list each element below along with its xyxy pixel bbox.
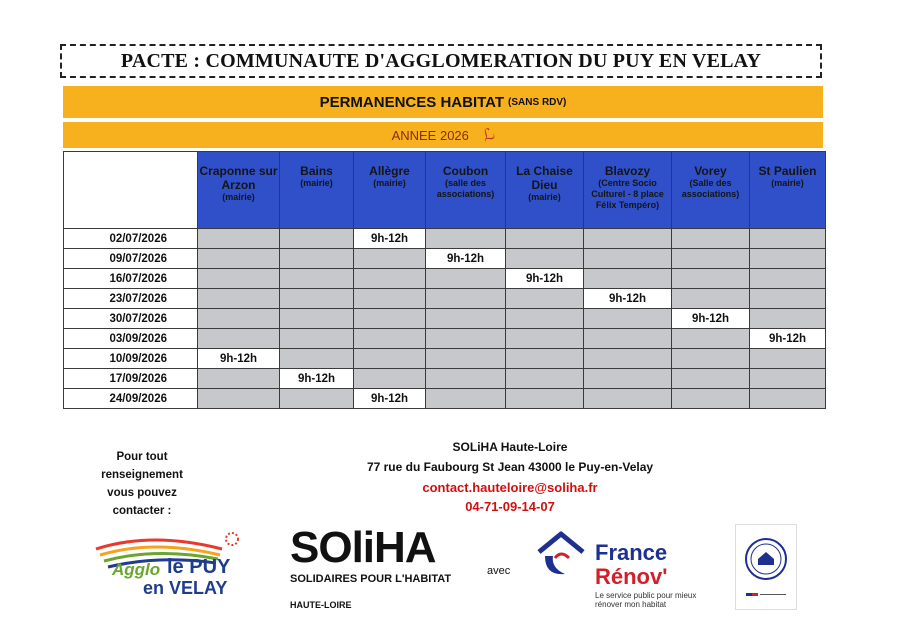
band-year-label: ANNEE 2026 <box>391 127 469 143</box>
empty-slot <box>198 249 280 269</box>
empty-slot <box>354 309 426 329</box>
france-renov-word2: Rénov' <box>595 564 668 589</box>
row-date: 03/09/2026 <box>64 329 198 349</box>
empty-slot <box>584 309 672 329</box>
column-header <box>584 152 672 229</box>
empty-slot <box>672 269 750 289</box>
table-row <box>64 249 826 269</box>
row-date: 17/09/2026 <box>64 369 198 389</box>
band-permanences-sub: (SANS RDV) <box>508 96 567 108</box>
column-header-sub: (mairie) <box>771 178 804 188</box>
empty-slot <box>506 249 584 269</box>
empty-slot <box>426 329 506 349</box>
org-name: SOLiHA Haute-Loire <box>452 440 568 454</box>
empty-slot <box>280 269 354 289</box>
schedule-slot: 9h-12h <box>354 389 426 409</box>
empty-slot <box>280 329 354 349</box>
soliha-logo: SOliHA <box>290 523 436 572</box>
empty-slot <box>198 309 280 329</box>
column-header-name: Allègre <box>369 164 410 178</box>
page-title: PACTE : COMMUNAUTE D'AGGLOMERATION DU PUY EN VELAY <box>120 49 762 72</box>
empty-slot <box>354 349 426 369</box>
contact-prompt-line: vous pouvez <box>107 487 177 499</box>
column-header-sub: (Salle des associations) <box>681 178 740 199</box>
soliha-tagline: SOLIDAIRES POUR L'HABITAT <box>290 573 452 585</box>
empty-slot <box>198 229 280 249</box>
row-date: 02/07/2026 <box>64 229 198 249</box>
empty-slot <box>584 249 672 269</box>
row-date: 24/09/2026 <box>64 389 198 409</box>
schedule-slot: 9h-12h <box>750 329 826 349</box>
empty-slot <box>584 329 672 349</box>
empty-slot <box>750 369 826 389</box>
empty-slot <box>354 369 426 389</box>
column-header <box>506 152 584 229</box>
empty-slot <box>672 229 750 249</box>
schedule-table <box>63 151 826 409</box>
avec-label: avec <box>487 565 511 577</box>
schedule-slot: 9h-12h <box>198 349 280 369</box>
empty-slot <box>584 369 672 389</box>
agglo-logo-word1: Agglo <box>112 560 161 579</box>
column-header-sub: (Centre Socio Culturel - 8 place Félix Tempéro) <box>591 178 664 210</box>
empty-slot <box>750 249 826 269</box>
column-header-name: Blavozy <box>604 164 651 178</box>
table-row <box>64 349 826 369</box>
column-header-name: La Chaise Dieu <box>516 164 573 192</box>
table-row <box>64 389 826 409</box>
empty-slot <box>280 389 354 409</box>
table-header-row <box>64 152 826 229</box>
schedule-slot: 9h-12h <box>584 289 672 309</box>
empty-slot <box>506 389 584 409</box>
france-renov-tagline: Le service public pour mieux rénover mon habitat <box>595 591 697 609</box>
empty-slot <box>506 349 584 369</box>
empty-slot <box>426 389 506 409</box>
empty-slot <box>506 309 584 329</box>
table-row <box>64 309 826 329</box>
empty-slot <box>280 249 354 269</box>
empty-slot <box>198 389 280 409</box>
schedule-slot: 9h-12h <box>426 249 506 269</box>
empty-slot <box>750 309 826 329</box>
column-header <box>354 152 426 229</box>
empty-slot <box>198 289 280 309</box>
empty-slot <box>584 229 672 249</box>
empty-slot <box>198 269 280 289</box>
contact-details <box>330 440 690 514</box>
empty-slot <box>750 229 826 249</box>
empty-slot <box>354 269 426 289</box>
contact-prompt-line: Pour tout <box>116 451 168 463</box>
schedule-slot: 9h-12h <box>280 369 354 389</box>
column-header-sub: (mairie) <box>300 178 333 188</box>
scribble-icon: ℒ <box>480 125 498 146</box>
empty-slot <box>426 269 506 289</box>
title-box <box>60 44 822 78</box>
row-date: 09/07/2026 <box>64 249 198 269</box>
empty-slot <box>750 389 826 409</box>
band-year <box>63 122 823 148</box>
empty-slot <box>426 309 506 329</box>
column-header-name: St Paulien <box>758 164 817 178</box>
table-row <box>64 269 826 289</box>
empty-slot <box>506 229 584 249</box>
column-header <box>672 152 750 229</box>
empty-slot <box>280 289 354 309</box>
empty-slot <box>750 349 826 369</box>
column-header <box>426 152 506 229</box>
empty-slot <box>672 289 750 309</box>
empty-slot <box>426 349 506 369</box>
column-header-sub: (mairie) <box>528 192 561 202</box>
empty-slot <box>354 249 426 269</box>
empty-slot <box>354 289 426 309</box>
empty-slot <box>506 369 584 389</box>
empty-slot <box>426 229 506 249</box>
france-renov-house-icon <box>535 528 587 580</box>
empty-slot <box>584 389 672 409</box>
table-body <box>64 229 826 409</box>
row-date: 23/07/2026 <box>64 289 198 309</box>
contact-prompt <box>72 448 212 520</box>
row-date: 16/07/2026 <box>64 269 198 289</box>
empty-slot <box>584 349 672 369</box>
soliha-region: HAUTE-LOIRE <box>290 600 352 610</box>
column-header-sub: (mairie) <box>373 178 406 188</box>
org-phone: 04-71-09-14-07 <box>465 499 555 514</box>
agglo-logo-word3: en VELAY <box>143 578 228 598</box>
republique-seal-logo <box>735 524 797 610</box>
empty-slot <box>506 289 584 309</box>
band-permanences <box>63 86 823 118</box>
empty-slot <box>280 229 354 249</box>
schedule-slot: 9h-12h <box>506 269 584 289</box>
empty-slot <box>584 269 672 289</box>
column-header-sub: (salle des associations) <box>436 178 495 199</box>
empty-slot <box>198 329 280 349</box>
empty-slot <box>506 329 584 349</box>
contact-prompt-line: renseignement <box>101 469 183 481</box>
schedule-slot: 9h-12h <box>672 309 750 329</box>
france-renov-word1: France <box>595 540 668 565</box>
empty-slot <box>280 349 354 369</box>
empty-slot <box>354 329 426 349</box>
band-permanences-label: PERMANENCES HABITAT <box>319 93 505 111</box>
row-date: 30/07/2026 <box>64 309 198 329</box>
empty-slot <box>672 389 750 409</box>
table-corner <box>64 152 198 229</box>
column-header-name: Craponne sur Arzon <box>199 164 278 192</box>
row-date: 10/09/2026 <box>64 349 198 369</box>
column-header <box>198 152 280 229</box>
column-header-name: Bains <box>300 164 333 178</box>
table-row <box>64 329 826 349</box>
table-row <box>64 369 826 389</box>
empty-slot <box>672 329 750 349</box>
column-header-name: Coubon <box>442 164 489 178</box>
empty-slot <box>426 289 506 309</box>
org-address: 77 rue du Faubourg St Jean 43000 le Puy-en-Velay <box>366 460 654 474</box>
empty-slot <box>426 369 506 389</box>
contact-prompt-line: contacter : <box>112 505 172 517</box>
empty-slot <box>280 309 354 329</box>
column-header <box>750 152 826 229</box>
empty-slot <box>750 289 826 309</box>
column-header <box>280 152 354 229</box>
org-email-link[interactable]: contact.hauteloire@soliha.fr <box>422 480 598 495</box>
table-row <box>64 289 826 309</box>
empty-slot <box>750 269 826 289</box>
column-header-sub: (mairie) <box>222 192 255 202</box>
empty-slot <box>672 349 750 369</box>
table-row <box>64 229 826 249</box>
schedule-slot: 9h-12h <box>354 229 426 249</box>
empty-slot <box>198 369 280 389</box>
agglo-logo-word2: le PUY <box>167 556 231 578</box>
column-header-name: Vorey <box>694 164 727 178</box>
empty-slot <box>672 369 750 389</box>
empty-slot <box>672 249 750 269</box>
